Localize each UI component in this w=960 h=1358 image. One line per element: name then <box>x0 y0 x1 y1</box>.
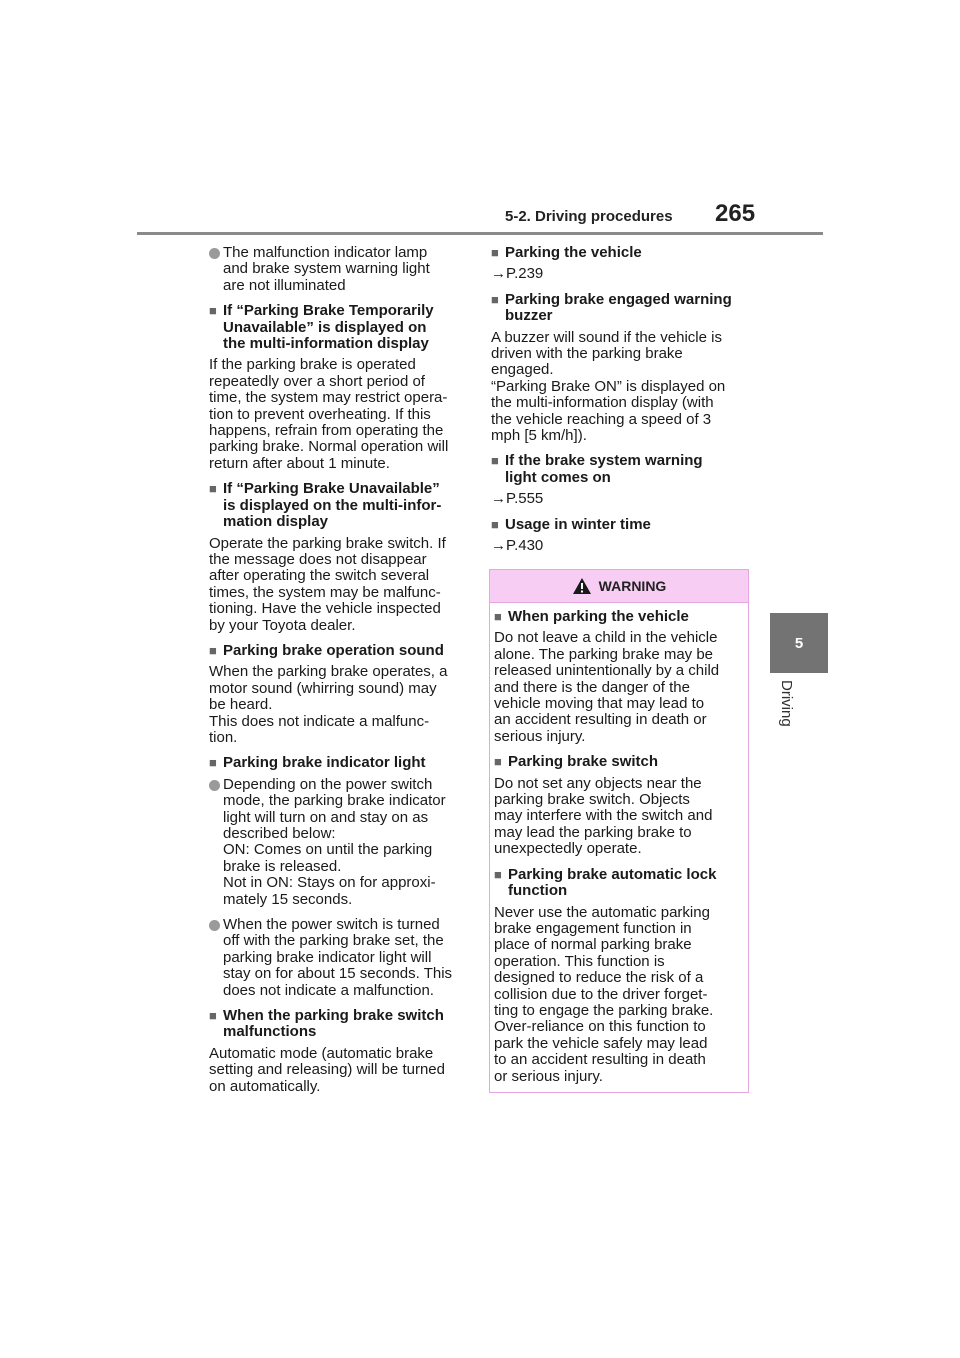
chapter-label: Driving <box>778 680 795 727</box>
header-rule <box>137 232 823 235</box>
section-heading: ■ Parking brake operation sound <box>209 643 467 659</box>
section-heading: ■ If “Parking Brake Unavailable” is displayed on the multi-infor- mation display <box>209 481 467 530</box>
paragraph: Operate the parking brake switch. If the message does not disappear after operating the switch several times, the system may be malfunc- tioning. Have the vehicle inspected by your Toyota dealer. <box>209 534 446 634</box>
chapter-number: 5 <box>794 634 804 652</box>
page-number: 265 <box>715 200 756 227</box>
warning-heading: ■ Parking brake switch <box>494 754 744 770</box>
page-reference-link[interactable]: →P.239 <box>491 265 544 283</box>
section-heading: ■ Parking brake engaged warning buzzer <box>491 292 753 325</box>
warning-title: WARNING <box>598 578 667 594</box>
paragraph: A buzzer will sound if the vehicle is driven with the parking brake engaged. “Parking Brake ON” is displayed on the multi-information display (with the vehicle reaching a speed of 3 mph [5 km/h]). <box>491 328 726 445</box>
bullet-dot-icon <box>209 920 220 931</box>
bullet-text: The malfunction indicator lamp and brake system warning light are not illuminated <box>223 244 430 294</box>
chapter-tab <box>770 613 828 673</box>
page-reference-link[interactable]: →P.430 <box>491 537 544 555</box>
warning-paragraph: Do not leave a child in the vehicle alone. The parking brake may be released unintentionally by a child and there is the danger of the vehicle moving that may lead to an accident resulting in death or serious injury. <box>494 629 720 745</box>
bullet-dot-icon <box>209 780 220 791</box>
section-heading: ■ Usage in winter time <box>491 517 753 533</box>
section-heading: ■ When the parking brake switch malfunctions <box>209 1008 467 1041</box>
bullet-text: When the power switch is turned off with the parking brake set, the parking brake indicator light will stay on for about 15 seconds. This does not indicate a malfunction. <box>223 916 453 999</box>
warning-heading: ■ When parking the vehicle <box>494 609 744 625</box>
bullet-item <box>209 245 467 294</box>
warning-heading: ■ Parking brake automatic lock function <box>494 867 744 900</box>
page-reference-link[interactable]: →P.555 <box>491 490 544 508</box>
paragraph: When the parking brake operates, a motor sound (whirring sound) may be heard. This does not indicate a malfunc- tion. <box>209 663 448 746</box>
left-column <box>209 245 467 1095</box>
warning-paragraph: Never use the automatic parking brake engagement function in place of normal parking brake operation. This function is designed to reduce the risk of a collision due to the driver forget- ting to engage the parking brake. Over-reliance on this function to park the vehicle safely may lead to an accident resulting in death or serious injury. <box>494 903 714 1085</box>
section-heading: ■ Parking the vehicle <box>491 245 753 261</box>
right-column <box>491 245 753 555</box>
section-title: 5-2. Driving procedures <box>505 208 673 225</box>
warning-body <box>490 603 748 1085</box>
bullet-item <box>209 917 467 999</box>
section-heading: ■ Parking brake indicator light <box>209 755 467 771</box>
warning-triangle-icon <box>572 577 592 595</box>
bullet-item <box>209 777 467 908</box>
bullet-text: Depending on the power switch mode, the parking brake indicator light will turn on and stay on as described below: ON: Comes on until the parking brake is released. Not in ON: Stays on for approxi- mately 15 seconds. <box>223 775 446 908</box>
section-heading: ■ If “Parking Brake Temporarily Unavailable” is displayed on the multi-information display <box>209 303 467 352</box>
section-heading: ■ If the brake system warning light comes on <box>491 453 753 486</box>
paragraph: Automatic mode (automatic brake setting and releasing) will be turned on automatically. <box>209 1044 445 1095</box>
warning-box <box>489 569 749 1093</box>
warning-paragraph: Do not set any objects near the parking brake switch. Objects may interfere with the switch and may lead the parking brake to unexpectedly operate. <box>494 774 713 858</box>
bullet-dot-icon <box>209 248 220 259</box>
warning-header <box>490 570 748 603</box>
paragraph: If the parking brake is operated repeatedly over a short period of time, the system may restrict opera- tion to prevent overheating. If this happens, refrain from operating the parking brake. Normal operation will return after about 1 minute. <box>209 356 449 472</box>
